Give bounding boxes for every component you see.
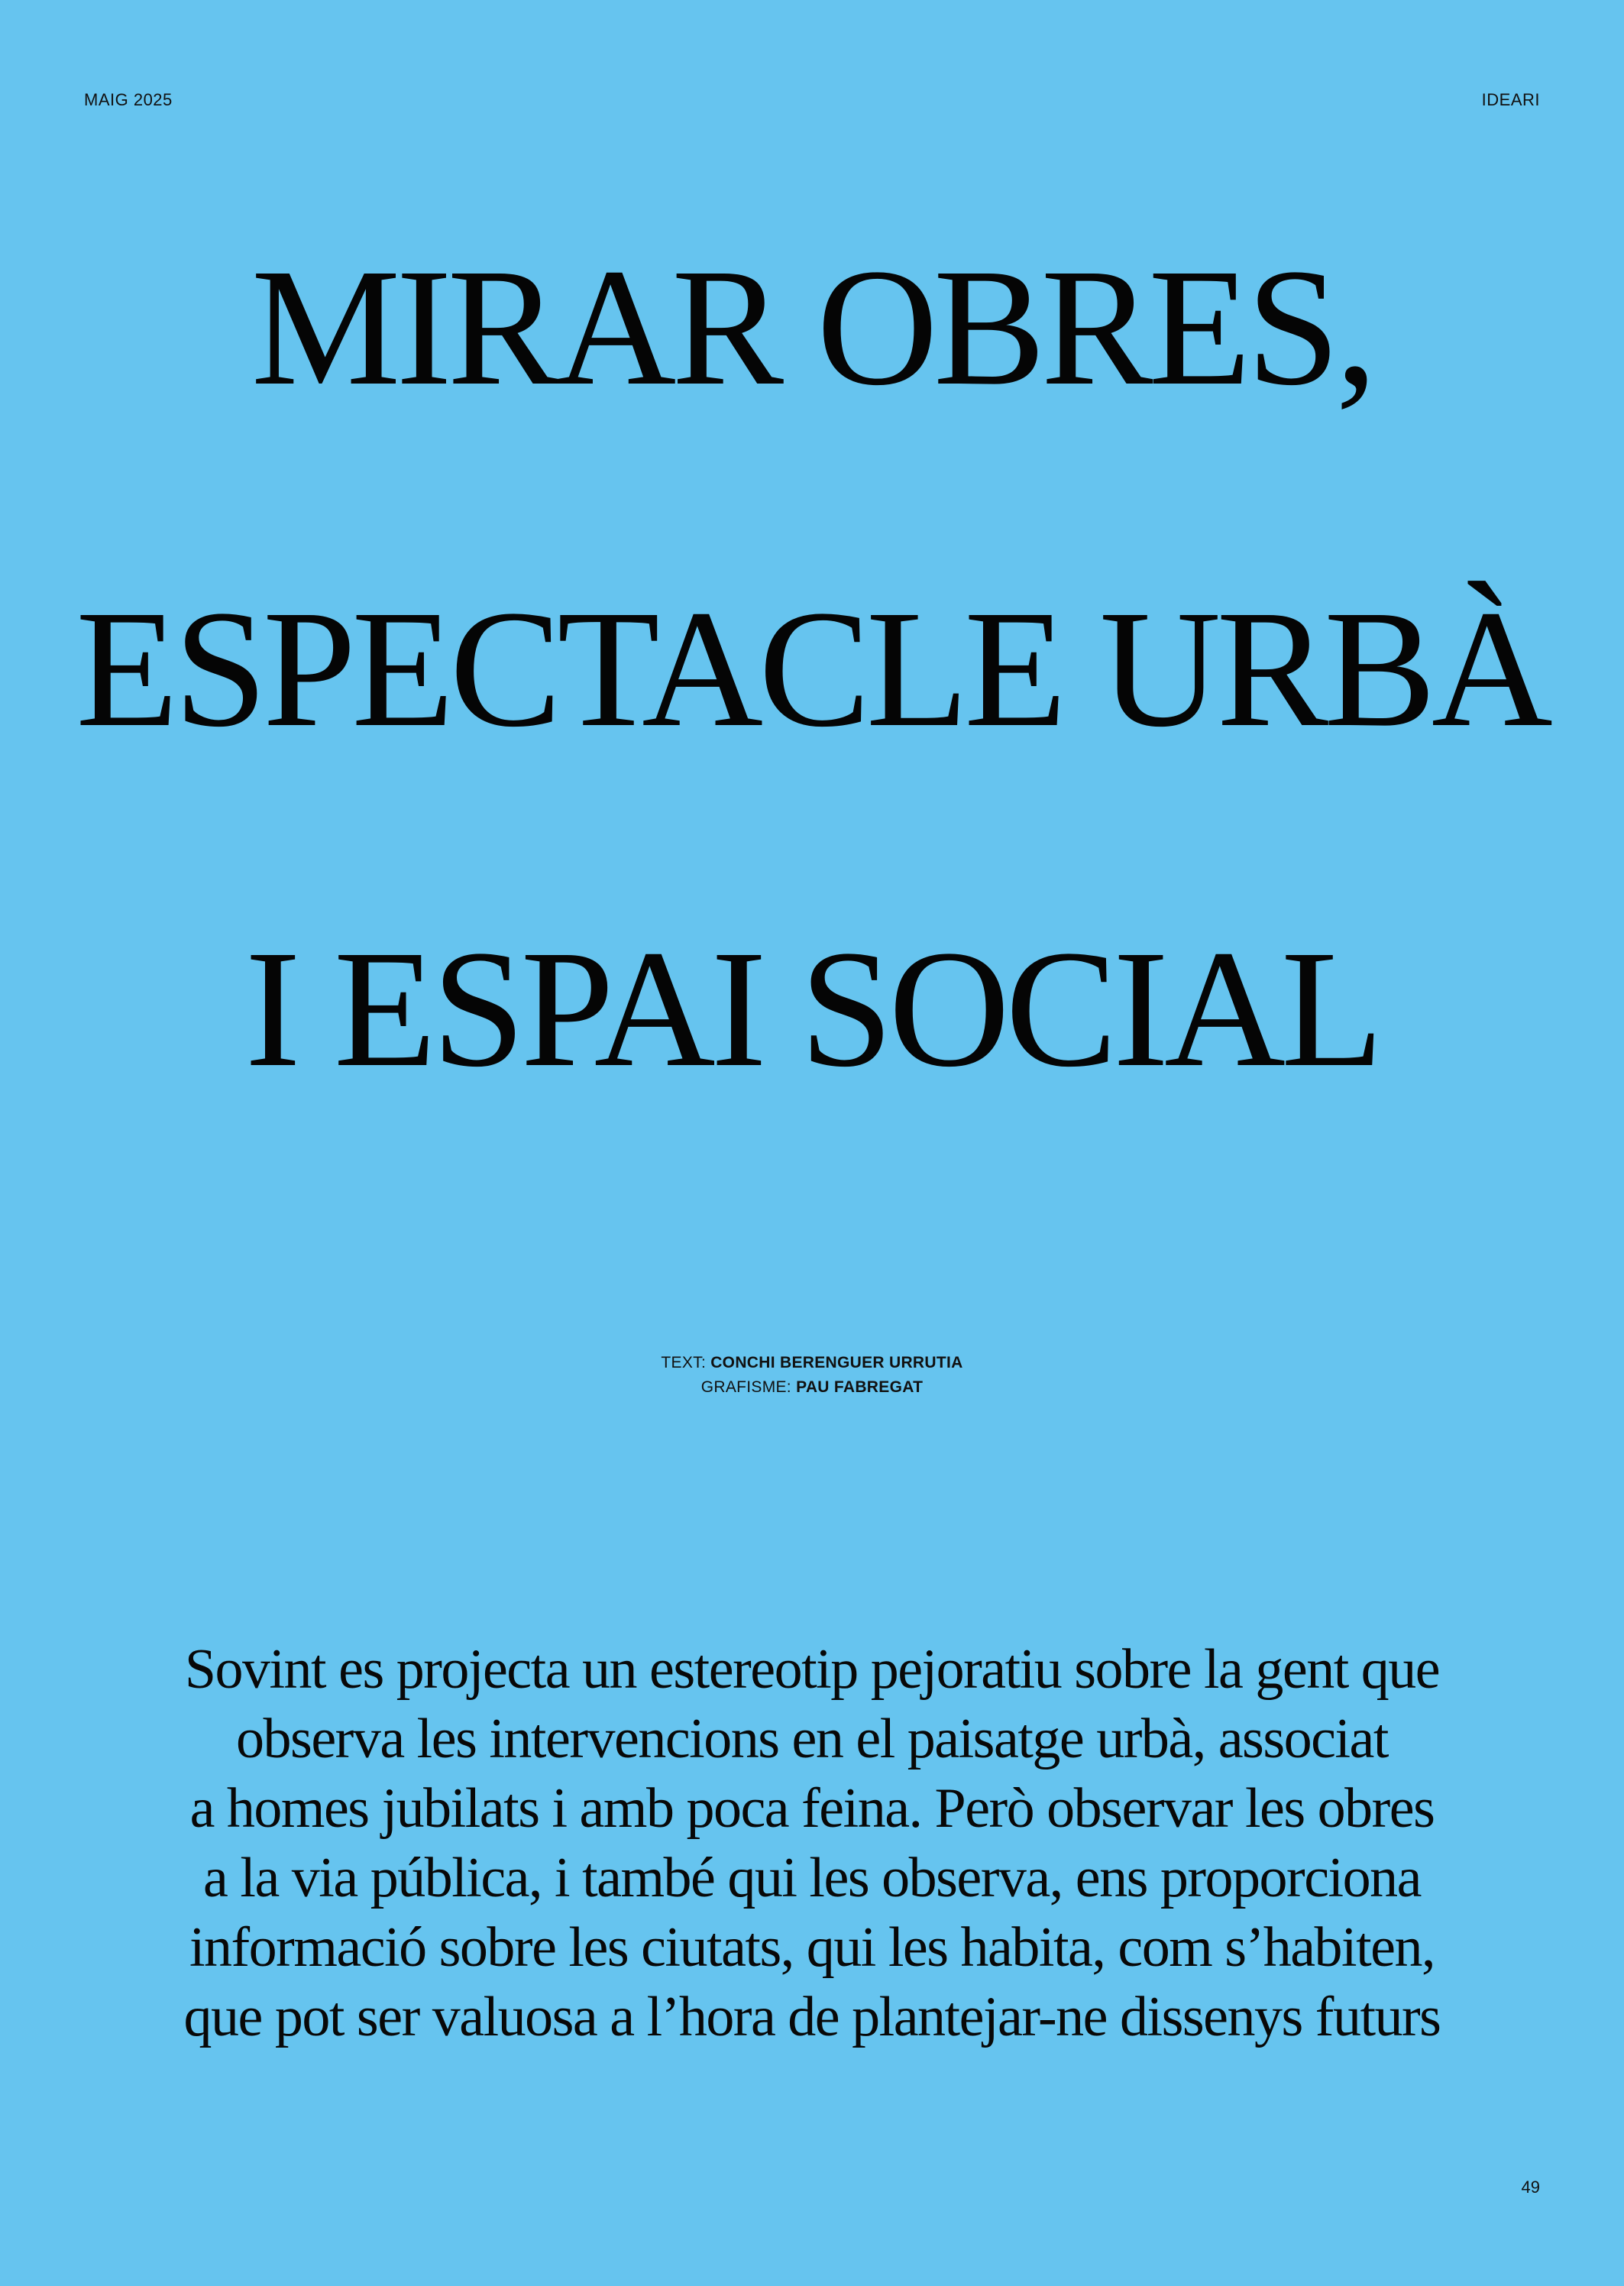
lede-line: a la via pública, i també qui les observa, ens proporciona [203, 1847, 1421, 1909]
design-credit [0, 1375, 1624, 1400]
headline-line-1: MIRAR OBRES, [251, 234, 1373, 420]
lede-line: a homes jubilats i amb poca feina. Però observar les obres [189, 1777, 1435, 1840]
text-credit-author: CONCHI BERENGUER URRUTIA [710, 1354, 963, 1371]
text-credit [0, 1351, 1624, 1375]
issue-date: MAIG 2025 [84, 90, 173, 109]
text-credit-role: TEXT: [661, 1354, 711, 1371]
design-credit-role: GRAFISME: [700, 1378, 797, 1396]
headline-line-2: ESPECTACLE URBÀ [76, 575, 1548, 762]
design-credit-author: PAU FABREGAT [796, 1378, 924, 1396]
lede-line: observa les intervencions en el paisatge urbà, associat [236, 1708, 1388, 1770]
headline-line-3: I ESPAI SOCIAL [244, 915, 1380, 1102]
section-name: IDEARI [1481, 90, 1540, 109]
lede-paragraph [61, 1635, 1563, 2052]
credits-block [0, 1351, 1624, 1400]
lede-line: informació sobre les ciutats, qui les habita, com s’habiten, [189, 1916, 1435, 1979]
lede-line: Sovint es projecta un estereotip pejoratiu sobre la gent que [184, 1638, 1440, 1701]
page-number: 49 [1521, 2178, 1540, 2197]
lede-line: que pot ser valuosa a l’hora de plantejar-ne dissenys futurs [183, 1986, 1441, 2048]
